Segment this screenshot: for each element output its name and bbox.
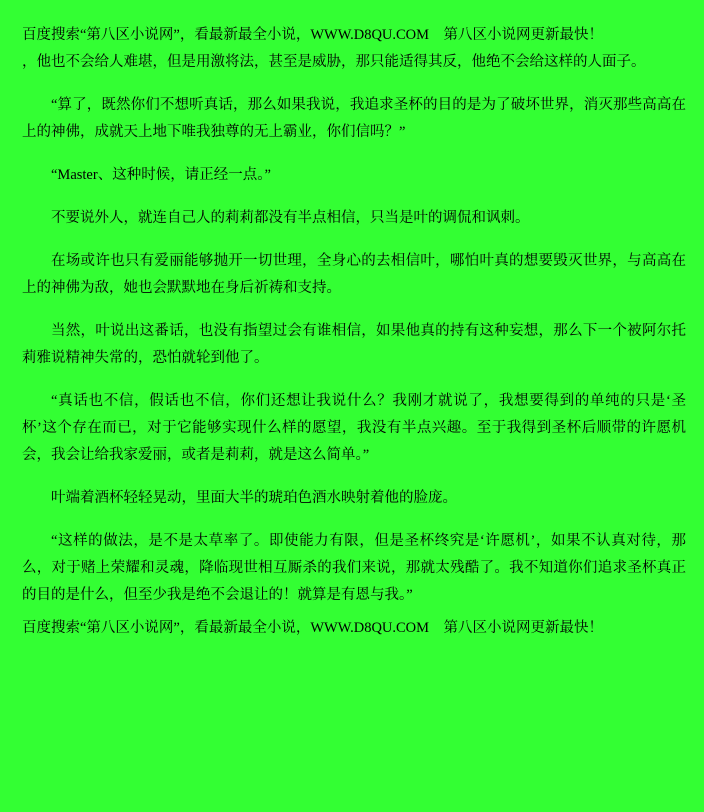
- site-header-note: 百度搜索“第八区小说网”，看最新最全小说，WWW.D8QU.COM 第八区小说网更新最快！: [22, 27, 604, 43]
- paragraph-5: 在场或许也只有爱丽能够抛开一切世理，全身心的去相信叶，哪怕叶真的想要毁灭世界，与高高在上的神佛为敌，她也会默默地在身后祈祷和支持。: [22, 253, 686, 296]
- paragraph-gap: [22, 195, 686, 205]
- paragraph-gap: [22, 308, 686, 318]
- paragraph-gap: [22, 238, 686, 248]
- paragraph-4: 不要说外人，就连自己人的莉莉都没有半点相信，只当是叶的调侃和讽刺。: [51, 210, 530, 226]
- site-footer-note: 百度搜索“第八区小说网”，看最新最全小说，WWW.D8QU.COM 第八区小说网更新最快！: [22, 620, 604, 636]
- paragraph-8: 叶端着酒杯轻轻晃动，里面大半的琥珀色酒水映射着他的脸庞。: [51, 490, 457, 506]
- paragraph-1: ，他也不会给人难堪，但是用激将法，甚至是威胁，那只能适得其反，他绝不会给这样的人面子。: [22, 54, 646, 70]
- footer-block: [22, 615, 686, 642]
- paragraph-7: “真话也不信，假话也不信，你们还想让我说什么？我刚才就说了，我想要得到的单纯的只是‘圣杯’这个存在而已，对于它能够实现什么样的愿望，我没有半点兴趣。至于我得到圣杯后顺带的许愿机会，我会让给我家爱丽，或者是莉莉，就是这么简单。”: [22, 393, 686, 463]
- paragraph-gap: [22, 475, 686, 485]
- paragraph-gap: [22, 518, 686, 528]
- paragraph-9: “这样的做法，是不是太草率了。即使能力有限，但是圣杯终究是‘许愿机’，如果不认真对待，那么，对于赌上荣耀和灵魂，降临现世相互厮杀的我们来说，那就太残酷了。我不知道你们追求圣杯真正的目的是什么，但至少我是绝不会退让的！就算是有恩与我。”: [22, 533, 686, 603]
- paragraph-2: “算了，既然你们不想听真话，那么如果我说，我追求圣杯的目的是为了破坏世界，消灭那些高高在上的神佛，成就天上地下唯我独尊的无上霸业，你们信吗？”: [22, 97, 686, 140]
- paragraph-3: “Master、这种时候，请正经一点。”: [51, 167, 271, 183]
- paragraph-gap: [22, 152, 686, 162]
- paragraph-gap: [22, 378, 686, 388]
- paragraph-6: 当然，叶说出这番话，也没有指望过会有谁相信，如果他真的持有这种妄想，那么下一个被阿尔托莉雅说精神失常的，恐怕就轮到他了。: [22, 323, 686, 366]
- paragraph-gap: [22, 82, 686, 92]
